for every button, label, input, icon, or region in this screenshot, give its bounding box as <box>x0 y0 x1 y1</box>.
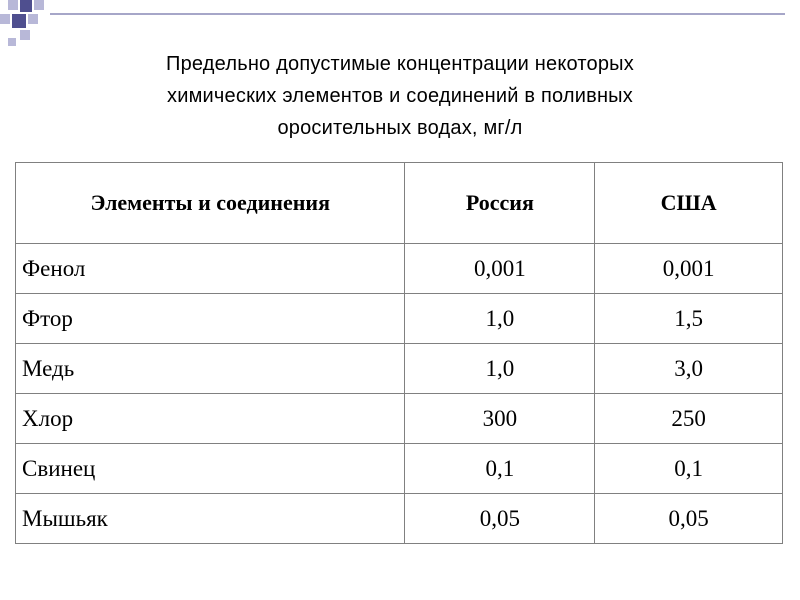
element-name: Свинец <box>16 444 405 494</box>
usa-value: 0,001 <box>595 244 783 294</box>
russia-value: 300 <box>405 394 595 444</box>
top-divider-line <box>50 13 785 15</box>
deco-square-8 <box>8 38 16 46</box>
title-line-3: оросительных водах, мг/л <box>277 117 523 139</box>
element-name: Медь <box>16 344 405 394</box>
usa-value: 3,0 <box>595 344 783 394</box>
table-row <box>16 344 783 394</box>
concentration-table <box>15 162 783 544</box>
usa-value: 250 <box>595 394 783 444</box>
slide-title <box>0 48 800 144</box>
usa-value: 0,1 <box>595 444 783 494</box>
header-russia: Россия <box>405 163 595 244</box>
deco-square-1 <box>8 0 18 10</box>
table-header-row <box>16 163 783 244</box>
russia-value: 1,0 <box>405 294 595 344</box>
deco-square-7 <box>20 30 30 40</box>
title-line-1: Предельно допустимые концентрации некоторых <box>166 53 634 75</box>
element-name: Мышьяк <box>16 494 405 544</box>
title-line-2: химических элементов и соединений в поливных <box>167 85 633 107</box>
deco-square-2 <box>20 0 32 12</box>
russia-value: 0,05 <box>405 494 595 544</box>
table-row <box>16 294 783 344</box>
usa-value: 0,05 <box>595 494 783 544</box>
table-row <box>16 444 783 494</box>
header-elements: Элементы и соединения <box>16 163 405 244</box>
table-row <box>16 494 783 544</box>
table-row <box>16 244 783 294</box>
table-row <box>16 394 783 444</box>
russia-value: 0,001 <box>405 244 595 294</box>
element-name: Фенол <box>16 244 405 294</box>
russia-value: 0,1 <box>405 444 595 494</box>
header-usa: США <box>595 163 783 244</box>
usa-value: 1,5 <box>595 294 783 344</box>
element-name: Хлор <box>16 394 405 444</box>
deco-square-3 <box>34 0 44 10</box>
russia-value: 1,0 <box>405 344 595 394</box>
decorative-squares <box>0 0 60 52</box>
element-name: Фтор <box>16 294 405 344</box>
deco-square-6 <box>28 14 38 24</box>
deco-square-4 <box>0 14 10 24</box>
deco-square-5 <box>12 14 26 28</box>
